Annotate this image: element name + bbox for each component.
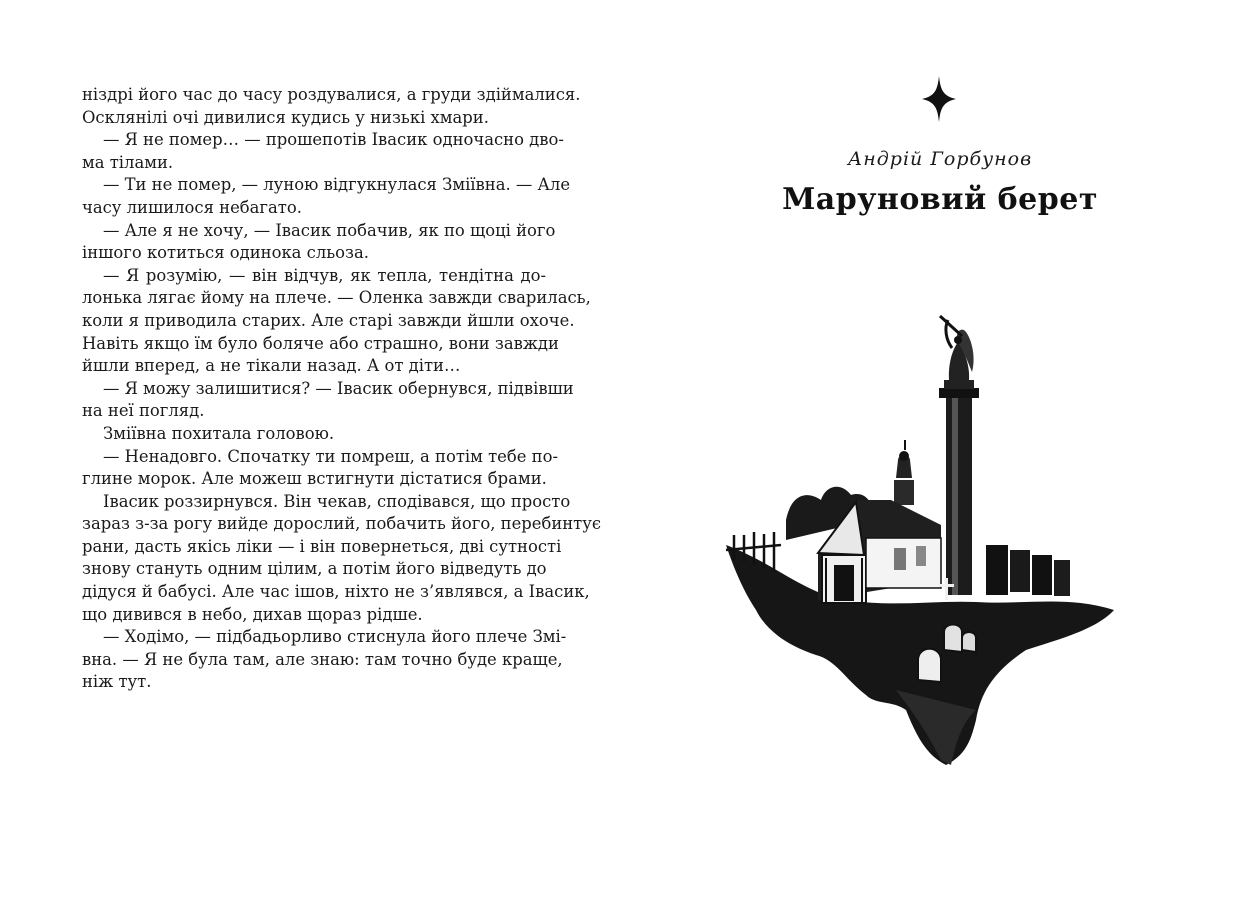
text-line: Навіть якщо їм було боляче або страшно, вони завжди: [82, 333, 559, 353]
text-line: знову стануть одним цілим, а потім його відведуть до: [82, 559, 547, 579]
left-page-text: [82, 84, 602, 694]
text-line: — Ходімо, — підбадьорливо стиснула його плече Змі-: [103, 627, 567, 647]
text-line: — Я не помер… — прошепотів Івасик одночасно дво-: [103, 130, 564, 150]
text-line: Осклянілі очі дивилися кудись у низькі хмари.: [82, 107, 489, 127]
text-line: глине морок. Але можеш встигнути дістатися брами.: [82, 469, 547, 489]
text-line: що дивився в небо, дихав щораз рідше.: [82, 604, 423, 624]
text-line: зараз з-за рогу вийде дорослий, побачить його, перебинтує: [82, 514, 602, 534]
text-line: рани, дасть якісь ліки — і він повернеться, дві сутності: [82, 536, 562, 556]
text-line: — Але я не хочу, — Івасик побачив, як по щоці його: [103, 220, 556, 240]
text-line: йшли вперед, а не тікали назад. А от діти…: [82, 356, 461, 376]
text-line: ніздрі його час до часу роздувалися, а груди здіймалися.: [82, 85, 581, 104]
text-line: — Я можу залишитися? — Івасик обернувся, підвівши: [103, 378, 574, 398]
text-line: дідуся й бабусі. Але час ішов, ніхто не з’являвся, а Івасик,: [82, 582, 590, 602]
story-title: Маруновий берет: [782, 182, 1098, 217]
cemetery-illustration: [726, 310, 1116, 770]
text-line: — Ненадовго. Спочатку ти помреш, а потім тебе по-: [103, 446, 558, 466]
text-line: коли я приводила старих. Але старі завжди йшли охоче.: [82, 310, 575, 330]
right-page: [700, 0, 1180, 908]
text-line: ніж тут.: [82, 672, 152, 692]
text-line: ма тілами.: [82, 152, 174, 172]
star-ornament-icon: [922, 76, 956, 122]
text-line: іншого котиться одинока сльоза.: [82, 243, 369, 263]
text-line: Івасик роззирнувся. Він чекав, сподівався, що просто: [103, 491, 571, 511]
author-name: Андрій Горбунов: [847, 148, 1033, 170]
text-line: — Я розумію, — він відчув, як тепла, тендітна до-: [103, 265, 546, 285]
text-line: вна. — Я не була там, але знаю: там точно буде краще,: [82, 649, 563, 669]
text-line: — Ти не помер, — луною відгукнулася Зміївна. — Але: [103, 175, 571, 195]
text-line: лонька лягає йому на плече. — Оленка завжди сварилась,: [82, 288, 591, 308]
text-line: Зміївна похитала головою.: [103, 423, 335, 443]
text-line: часу лишилося небагато.: [82, 197, 302, 217]
text-line: на неї погляд.: [82, 401, 205, 421]
